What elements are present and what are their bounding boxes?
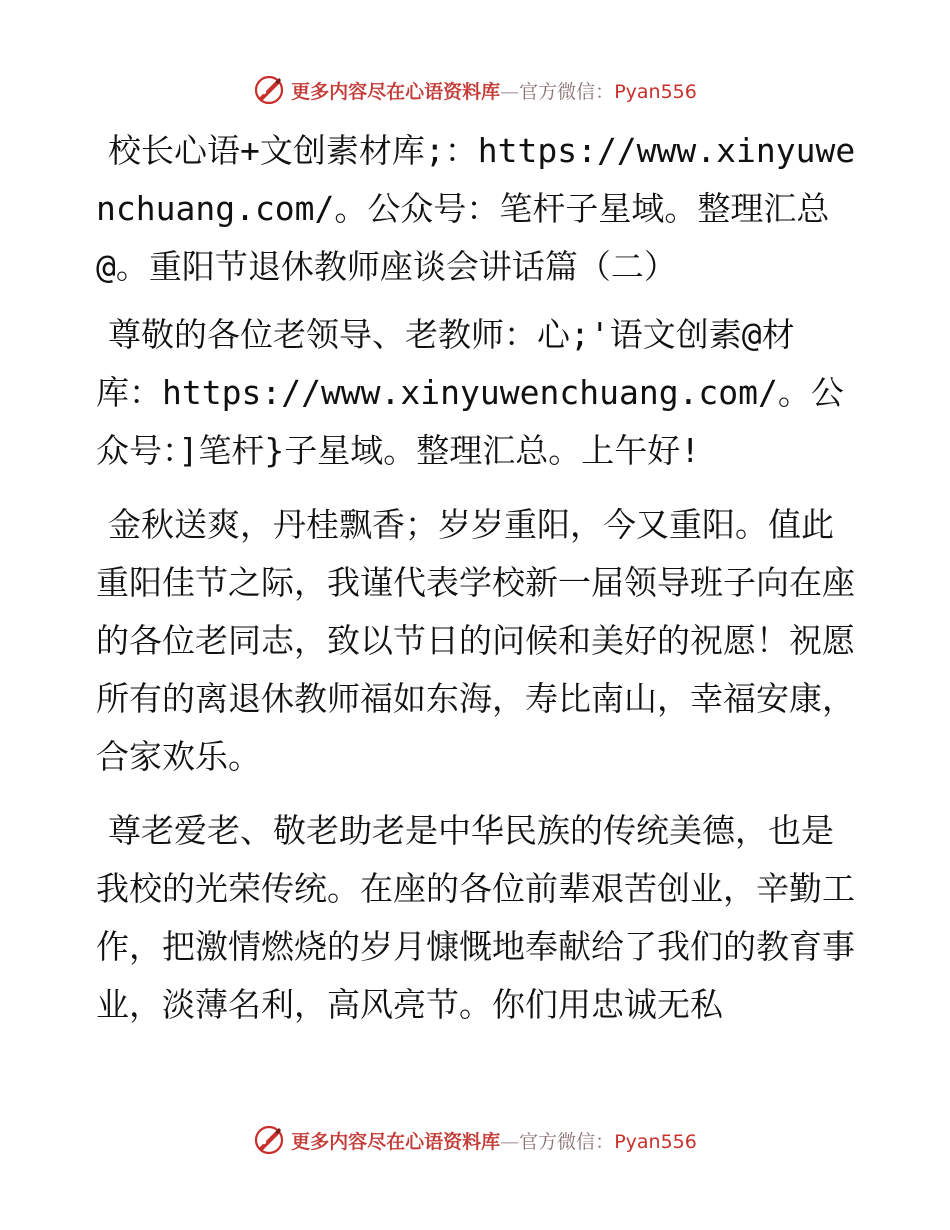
banner-wechat-handle: Pyan556 — [614, 80, 697, 103]
banner-wechat-label: 官方微信： — [519, 1130, 615, 1153]
header-banner — [0, 70, 950, 110]
banner-main-text: 更多内容尽在心语资料库 — [291, 80, 501, 103]
paragraph-blessing: 金秋送爽，丹桂飘香；岁岁重阳，今又重阳。值此重阳佳节之际，我谨代表学校新一届领导班子向在座的各位老同志，致以节日的问候和美好的祝愿！祝愿所有的离退休教师福如东海，寿比南山，幸福安康，合家欢乐。 — [96, 505, 855, 776]
banner-dash: — — [500, 80, 520, 103]
banner-wechat-handle: Pyan556 — [614, 1130, 697, 1153]
document-body — [96, 122, 856, 1050]
banner-text — [291, 77, 697, 104]
pen-logo-icon — [253, 1124, 285, 1156]
banner-wechat-label: 官方微信： — [519, 80, 615, 103]
banner-main-text: 更多内容尽在心语资料库 — [291, 1130, 501, 1153]
banner-text — [291, 1127, 697, 1154]
paragraph-greeting: 尊敬的各位老领导、老教师：心;'语文创素@材库：https://www.xinyuwenchuang.com/。公众号：]笔杆}子星域。整理汇总。上午好! — [96, 315, 844, 470]
pen-logo-icon — [253, 74, 285, 106]
paragraph-title: 校长心语+文创素材库;：https://www.xinyuwenchuang.com/。公众号：笔杆子星域。整理汇总@。重阳节退休教师座谈会讲话篇（二） — [96, 131, 856, 286]
paragraph-tradition: 尊老爱老、敬老助老是中华民族的传统美德，也是我校的光荣传统。在座的各位前辈艰苦创业，辛勤工作，把激情燃烧的岁月慷慨地奉献给了我们的教育事业，淡薄名利，高风亮节。你们用忠诚无私 — [96, 811, 855, 1024]
footer-banner — [0, 1120, 950, 1160]
banner-dash: — — [500, 1130, 520, 1153]
